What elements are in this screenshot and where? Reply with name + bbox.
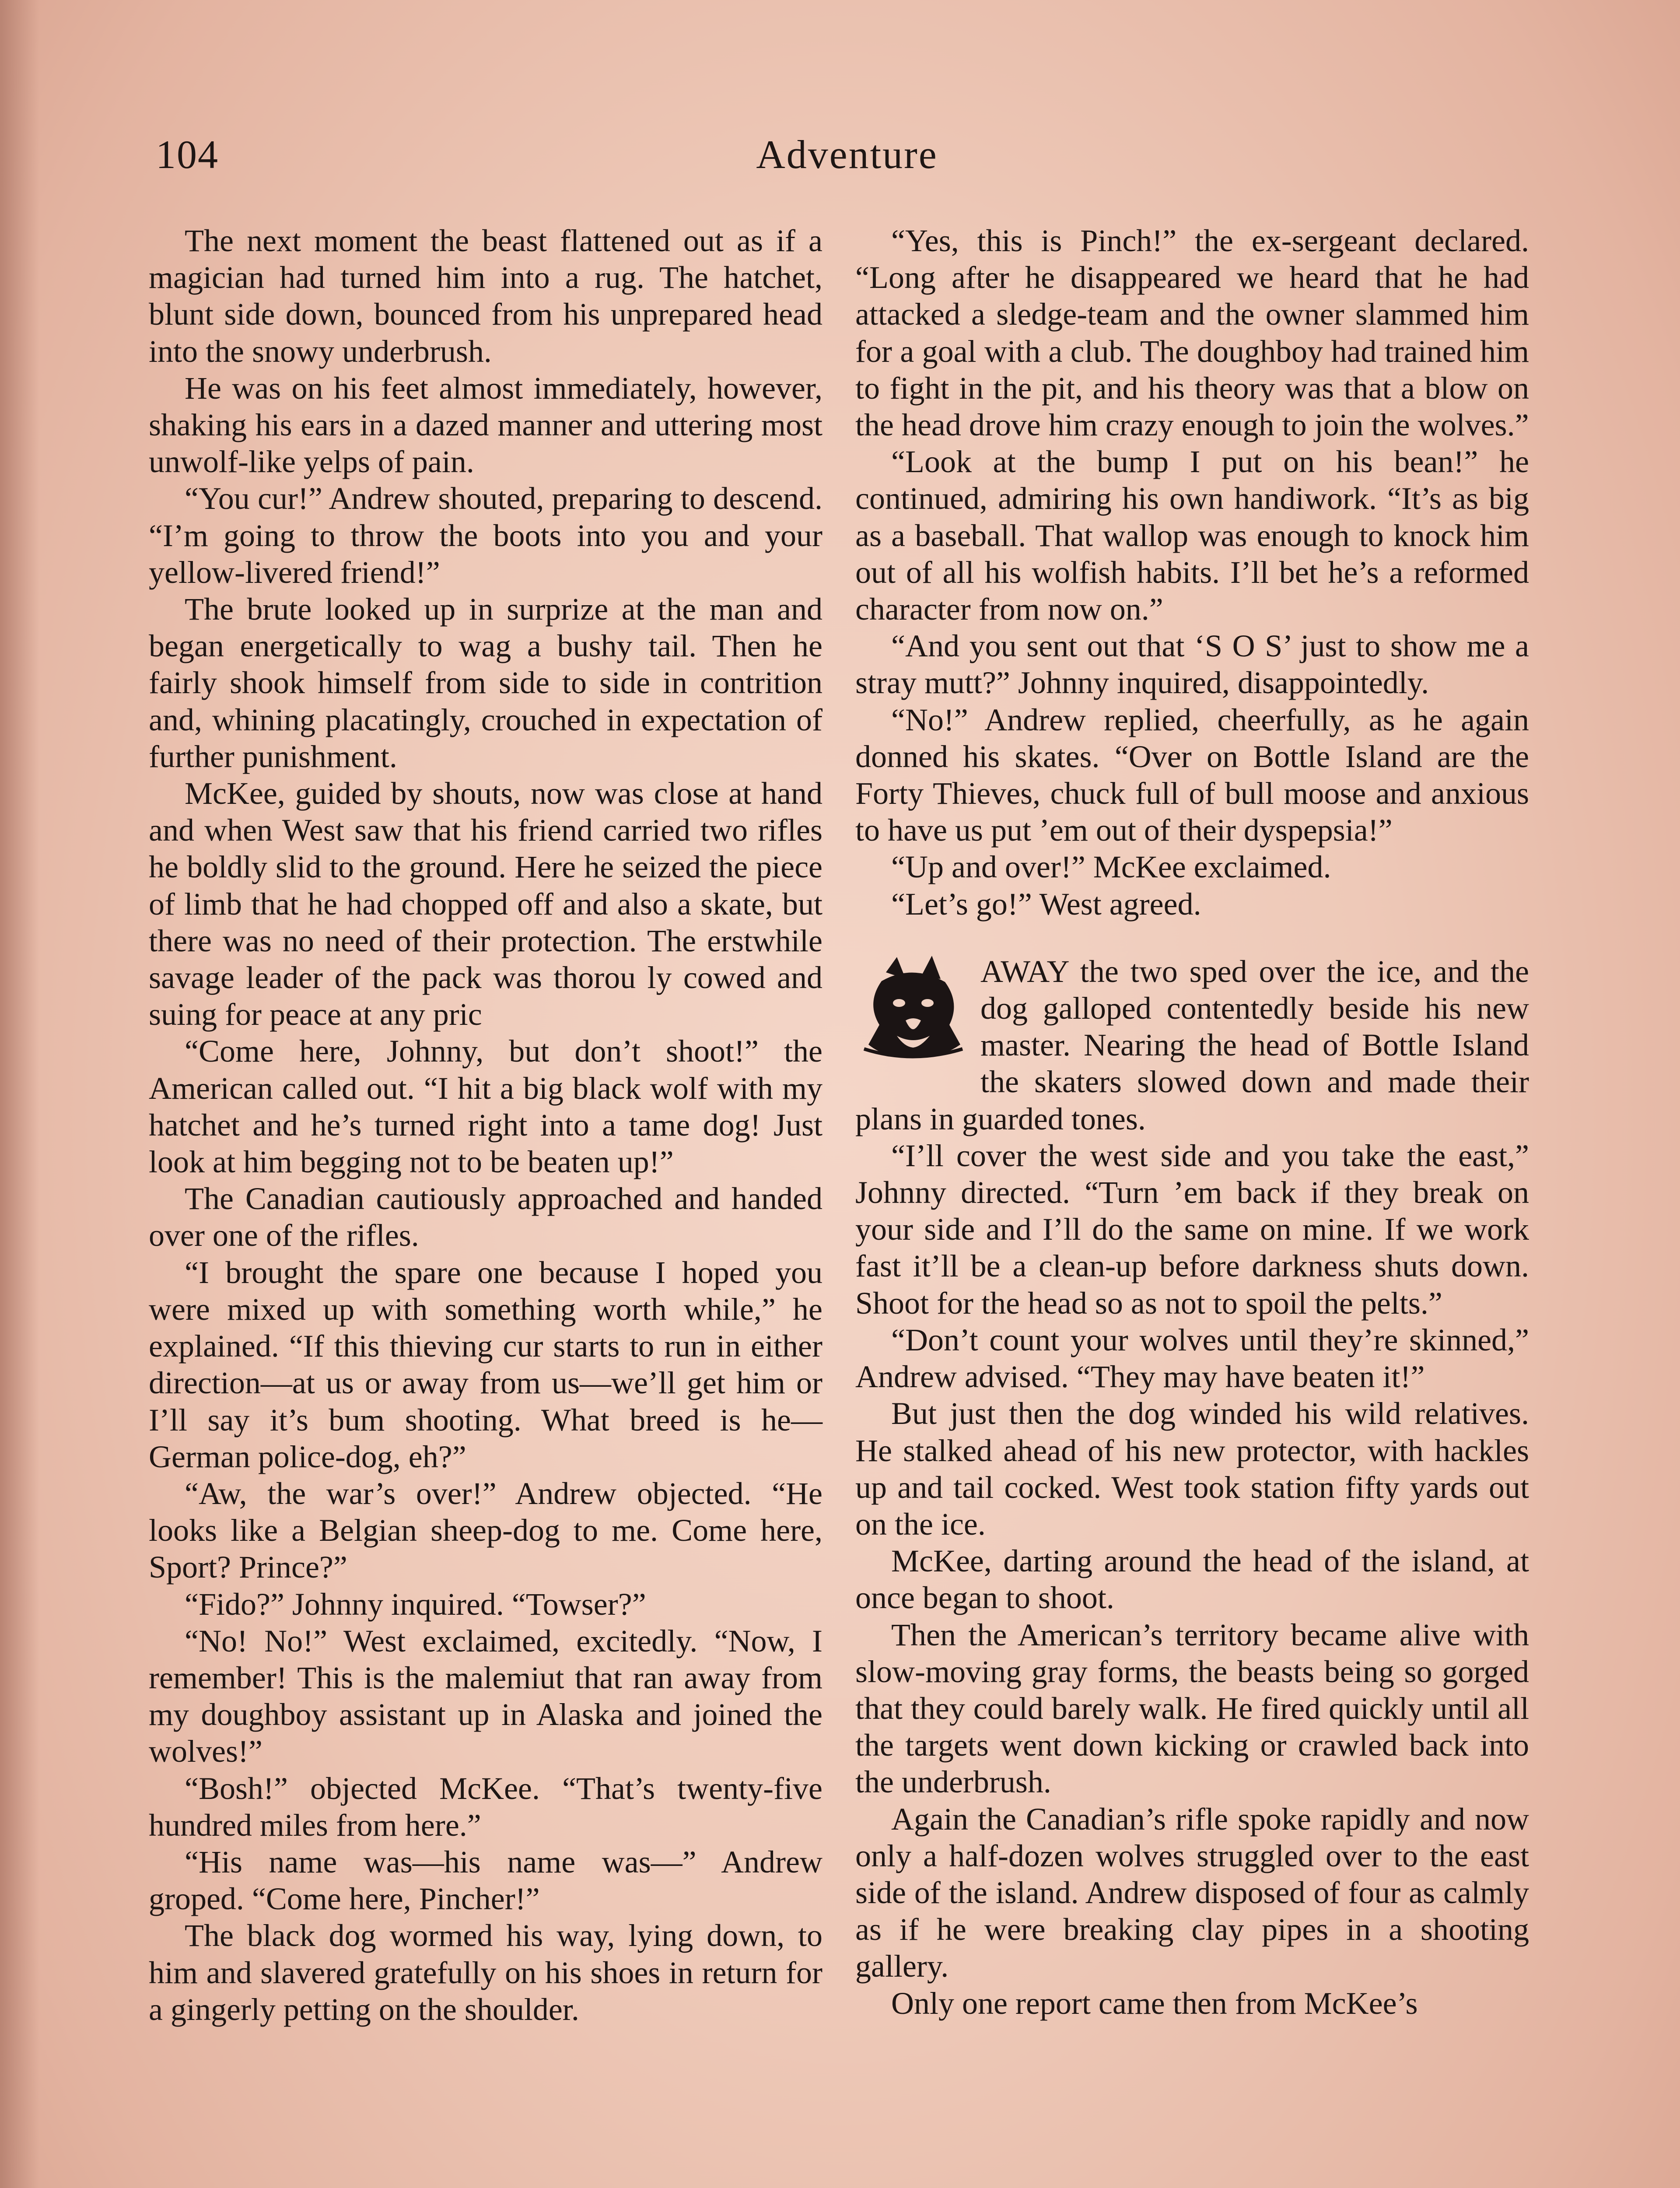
- paragraph: The next moment the beast flattened out as if a magician had turned him into a rug. The hatchet, blunt side down, bounced from his unprepared head into the snowy underbrush.: [149, 223, 822, 369]
- left-text-column: [149, 222, 822, 2028]
- paragraph: “Look at the bump I put on his bean!” he continued, admiring his own handiwork. “It’s as big as a baseball. That wallop was enough to knock him out of all his wolfish habits. I’ll bet he’s a reformed character from now on.”: [855, 444, 1529, 627]
- dog-head-vignette-icon: [855, 955, 969, 1064]
- paragraph: The black dog wormed his way, lying down, to him and slavered gratefully on his shoes in return for a gingerly petting on the shoulder.: [149, 1918, 822, 2027]
- page-number: 104: [156, 132, 219, 177]
- paragraph: “Don’t count your wolves until they’re skinned,” Andrew advised. “They may have beaten it!”: [855, 1322, 1529, 1395]
- page-header: [156, 131, 1538, 188]
- paragraph: “I’ll cover the west side and you take the east,” Johnny directed. “Turn ’em back if they break on your side and I’ll do the same on mine. If we work fast it’ll be a clean-up before darkness shuts down. Shoot for the head so as not to spoil the pelts.”: [855, 1138, 1529, 1321]
- paragraph: “Up and over!” McKee exclaimed.: [891, 849, 1331, 885]
- paragraph: “No! No!” West exclaimed, excitedly. “Now, I remember! This is the malemiut that ran away from my doughboy assistant up in Alaska and joined the wolves!”: [149, 1623, 822, 1769]
- paragraph: “Let’s go!” West agreed.: [891, 886, 1201, 922]
- paragraph: Then the American’s territory became alive with slow-moving gray forms, the beasts being so gorged that they could barely walk. He fired quickly until all the targets went down kicking or crawled back into the underbrush.: [855, 1617, 1529, 1800]
- paragraph: He was on his feet almost immediately, however, shaking his ears in a dazed manner and uttering most unwolf-like yelps of pain.: [149, 370, 822, 480]
- section-break: [855, 922, 1529, 953]
- paragraph: The brute looked up in surprize at the man and began energetically to wag a bushy tail. Then he fairly shook himself from side to side in contrition and, whining placatingly, crouched in expectation of further punishment.: [149, 592, 822, 774]
- paragraph: “No!” Andrew replied, cheerfully, as he again donned his skates. “Over on Bottle Island are the Forty Thieves, chuck full of bull moose and anxious to have us put ’em out of their dyspepsia!”: [855, 702, 1529, 848]
- paragraph: “I brought the spare one because I hoped you were mixed up with something worth while,” he explained. “If this thieving cur starts to run in either direction—at us or away from us—we’ll get him or I’ll say it’s bum shooting. What breed is he—German police-dog, eh?”: [149, 1255, 822, 1474]
- paragraph: The Canadian cautiously approached and handed over one of the rifles.: [149, 1181, 822, 1253]
- paragraph: But just then the dog winded his wild relatives. He stalked ahead of his new protector, with hackles up and tail cocked. West took station fifty yards out on the ice.: [855, 1396, 1529, 1542]
- paragraph: Only one report came then from McKee’s: [891, 1985, 1418, 2021]
- paragraph: “Bosh!” objected McKee. “That’s twenty-five hundred miles from here.”: [149, 1771, 822, 1843]
- paragraph: “You cur!” Andrew shouted, preparing to descend. “I’m going to throw the boots into you and your yellow-livered friend!”: [149, 481, 822, 590]
- paragraph: AWAY the two sped over the ice, and the dog galloped contentedly beside his new master. Nearing the head of Bottle Island the skaters slowed down and made their plans in guarded tones.: [855, 954, 1529, 1136]
- page-gutter-shadow: [0, 0, 39, 2188]
- paragraph: McKee, guided by shouts, now was close at hand and when West saw that his friend carried two rifles he boldly slid to the ground. Here he seized the piece of limb that he had chopped off and also a skate, but there was no need of their protection. The erstwhile savage leader of the pack was thorou ly cowed and suing for peace at any pric: [149, 776, 822, 1032]
- paragraph: “Come here, Johnny, but don’t shoot!” the American called out. “I hit a big black wolf with my hatchet and he’s turned right into a tame dog! Just look at him begging not to be beaten up!”: [149, 1034, 822, 1180]
- paragraph: McKee, darting around the head of the island, at once began to shoot.: [855, 1543, 1529, 1616]
- running-title: Adventure: [756, 132, 938, 177]
- paragraph: “And you sent out that ‘S O S’ just to show me a stray mutt?” Johnny inquired, disappointedly.: [855, 628, 1529, 701]
- paragraph: “Aw, the war’s over!” Andrew objected. “He looks like a Belgian sheep-dog to me. Come here, Sport? Prince?”: [149, 1476, 822, 1585]
- paragraph: Again the Canadian’s rifle spoke rapidly and now only a half-dozen wolves struggled over to the east side of the island. Andrew disposed of four as calmly as if he were breaking clay pipes in a shooting gallery.: [855, 1801, 1529, 1984]
- right-text-column: [855, 222, 1529, 2022]
- paragraph: “Fido?” Johnny inquired. “Towser?”: [185, 1586, 646, 1622]
- paragraph: “His name was—his name was—” Andrew groped. “Come here, Pincher!”: [149, 1844, 822, 1917]
- paragraph: “Yes, this is Pinch!” the ex-sergeant declared. “Long after he disappeared we heard that he had attacked a sledge-team and the owner slammed him for a goal with a club. The doughboy had trained him to fight in the pit, and his theory was that a blow on the head drove him crazy enough to join the wolves.”: [855, 223, 1529, 443]
